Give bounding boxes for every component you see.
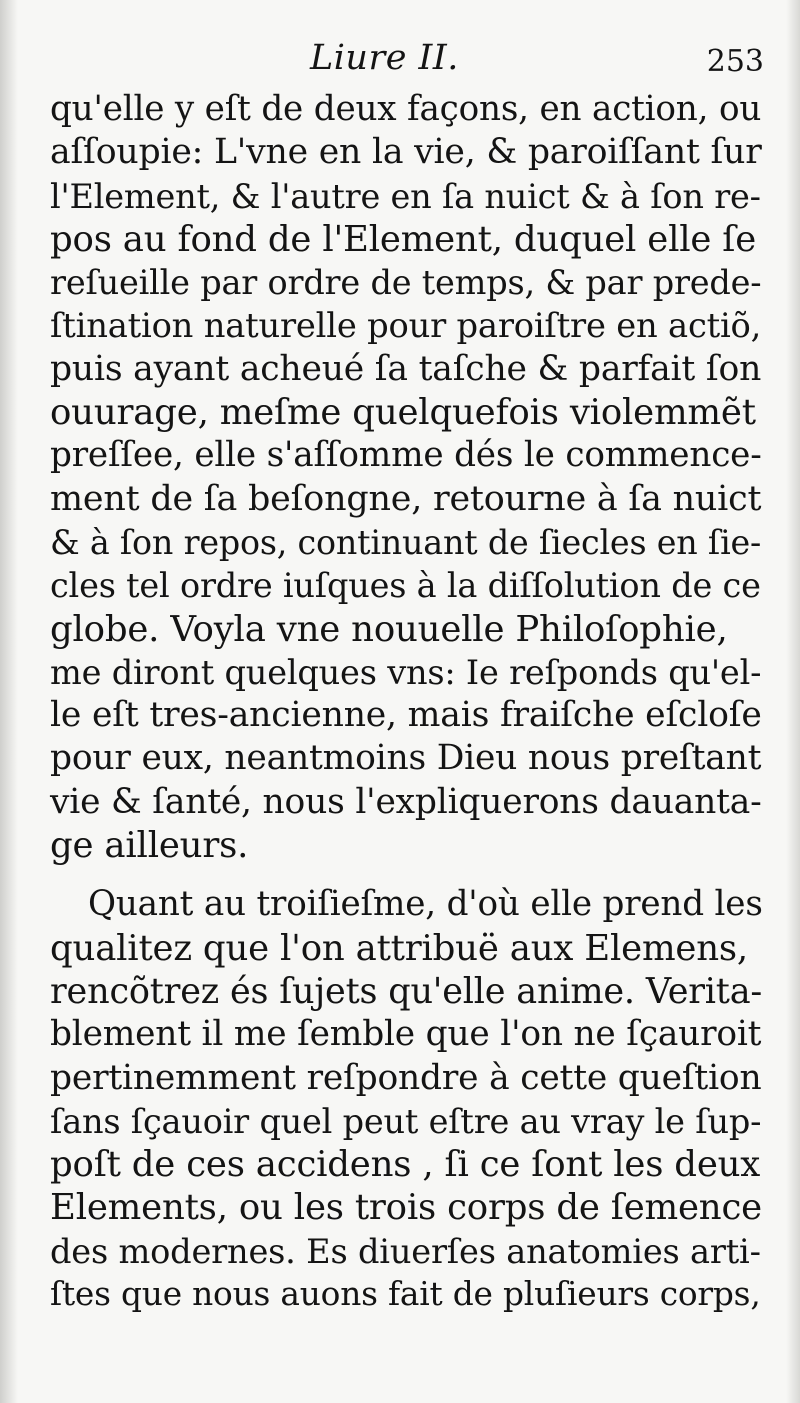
text-line: Elements, ou les trois corps de ſemence: [50, 1187, 762, 1229]
text-line: pertinemment reſpondre à cette queſtion: [50, 1057, 762, 1098]
text-line: des modernes. Es diuerſes anatomies arti-: [50, 1231, 761, 1271]
text-line: reſueille par ordre de temps, & par prede-: [50, 263, 762, 303]
text-line: qualitez que l'on attribuë aux Elemens,: [50, 927, 748, 969]
text-line: pour eux, neantmoins Dieu nous preſtant: [50, 738, 762, 779]
text-line: globe. Voyla vne nouuelle Philoſophie,: [50, 608, 728, 650]
text-line: puis ayant acheué ſa taſche & parfait ſon: [50, 348, 762, 389]
paragraph-2: [50, 883, 766, 1316]
text-line: vie & ſanté, nous l'expliquerons dauanta-: [50, 781, 762, 822]
text-line: le eſt tres-ancienne, mais fraiſche eſcloſe: [50, 695, 762, 736]
text-line: ſtination naturelle pour paroiſtre en actiõ,: [50, 306, 762, 346]
text-line: ſtes que nous auons fait de pluſieurs corps,: [50, 1275, 761, 1314]
text-line: preſſee, elle s'aſſomme dés le commence-: [50, 435, 762, 476]
text-line: ſans ſçauoir quel peut eſtre au vray le ſup-: [50, 1101, 762, 1141]
text-line: blement il me ſemble que l'on ne ſçauroit: [50, 1014, 762, 1055]
text-line: poſt de ces accidens , ſi ce ſont les deux: [50, 1144, 761, 1186]
text-line: l'Element, & l'autre en ſa nuict & à ſon re-: [50, 176, 761, 216]
text-line: qu'elle y eſt de deux façons, en action, ou: [50, 89, 762, 129]
page-number: 253: [706, 44, 764, 79]
text-line: cles tel ordre iuſques à la diſſolution de ce: [50, 566, 761, 606]
body-text: [50, 88, 766, 1316]
text-line: me diront quelques vns: Ie reſponds qu'el-: [50, 652, 762, 692]
running-title: Liure II.: [310, 38, 459, 78]
text-line: Quant au troiſieſme, d'où elle prend les: [88, 884, 763, 925]
paragraph-gap: [50, 867, 766, 883]
text-line: pos au fond de l'Element, duquel elle ſe: [50, 218, 757, 260]
text-line: ouurage, meſme quelquefois violemmẽt: [50, 392, 756, 434]
text-line: rencõtrez és ſujets qu'elle anime. Verita-: [50, 970, 763, 1012]
text-line: ge ailleurs.: [50, 825, 249, 867]
paragraph-1: [50, 88, 766, 867]
text-line: & à ſon repos, continuant de ſiecles en ſie-: [50, 522, 762, 562]
text-line: ment de ſa beſongne, retourne à ſa nuict: [50, 478, 762, 519]
text-line: aſſoupie: L'vne en la vie, & paroiſſant ſur: [50, 132, 762, 173]
page-header: [52, 38, 764, 88]
